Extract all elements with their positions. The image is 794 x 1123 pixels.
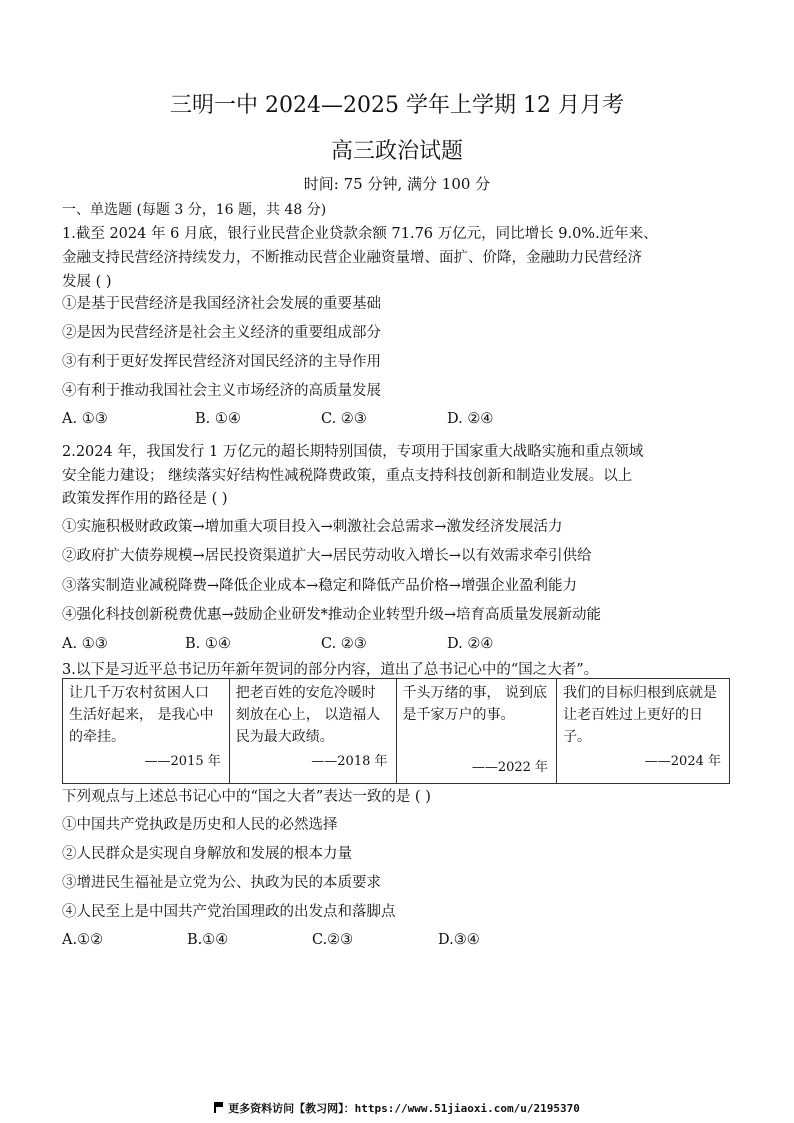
quote-text: 把老百姓的安危冷暖时刻放在心上， 以造福人民为最大政绩。	[235, 685, 381, 745]
section-heading: 一、单选题 (每题 3 分，16 题，共 48 分)	[62, 202, 327, 218]
q1-item: ④有利于推动我国社会主义市场经济的高质量发展	[62, 383, 381, 399]
q2-line: 2.2024 年，我国发行 1 万亿元的超长期特别国债，专项用于国家重大战略实施和重点领域	[62, 444, 644, 460]
quote-cell	[63, 679, 230, 784]
q1-line: 发展 ( )	[62, 274, 112, 290]
q1-item: ①是基于民营经济是我国经济社会发展的重要基础	[62, 296, 381, 312]
q1-option-d[interactable]: D. ②④	[447, 411, 494, 427]
q1-option-b[interactable]: B. ①④	[195, 411, 241, 427]
q3-prompt: 下列观点与上述总书记心中的“国之大者”表达一致的是 ( )	[62, 789, 431, 805]
quote-cell	[396, 679, 557, 784]
q1-item: ③有利于更好发挥民营经济对国民经济的主导作用	[62, 354, 381, 370]
exam-title: 三明一中 2024—2025 学年上学期 12 月月考	[170, 93, 624, 118]
q3-option-a[interactable]: A.①②	[62, 932, 104, 948]
flag-icon	[214, 1102, 224, 1112]
q3-intro: 3.以下是习近平总书记历年新年贺词的部分内容，道出了总书记心中的“国之大者”。	[62, 662, 599, 678]
quotes-table	[62, 678, 730, 784]
q2-line: 安全能力建设； 继续落实好结构性减税降费政策，重点支持科技创新和制造业发展。以上	[62, 468, 633, 484]
q2-option-d[interactable]: D. ②④	[447, 636, 494, 652]
quote-year: ——2015 年	[144, 754, 221, 769]
q2-line: 政策发挥作用的路径是 ( )	[62, 491, 228, 507]
quote-cell	[229, 679, 396, 784]
q2-item: ③落实制造业减税降费→降低企业成本→稳定和降低产品价格→增强企业盈利能力	[62, 578, 577, 594]
quote-text: 我们的目标归根到底就是让老百姓过上更好的日子。	[563, 685, 718, 745]
quote-year: ——2018 年	[311, 754, 388, 769]
q3-item: ①中国共产党执政是历史和人民的必然选择	[62, 817, 338, 833]
q2-option-a[interactable]: A. ①③	[62, 636, 108, 652]
q2-item: ①实施积极财政政策→增加重大项目投入→刺激社会总需求→激发经济发展活力	[62, 519, 563, 535]
footer-text: 更多资料访问【教习网】：https://www.51jiaoxi.com/u/2195370	[228, 1102, 580, 1115]
q1-option-a[interactable]: A. ①③	[62, 411, 108, 427]
q2-option-c[interactable]: C. ②③	[321, 636, 367, 652]
q2-item: ④强化科技创新税费优惠→鼓励企业研发*推动企业转型升级→培育高质量发展新动能	[62, 607, 602, 623]
quote-cell	[557, 679, 730, 784]
q3-item: ②人民群众是实现自身解放和发展的根本力量	[62, 846, 352, 862]
exam-subtitle: 高三政治试题	[330, 139, 463, 164]
quote-year: ——2022 年	[471, 760, 549, 775]
q3-option-b[interactable]: B.①④	[187, 932, 229, 948]
quote-text: 让几千万农村贫困人口生活好起来， 是我心中的牵挂。	[69, 685, 214, 745]
q1-line: 金融支持民营经济持续发力，不断推动民营企业融资量增、面扩、价降，金融助力民营经济	[62, 250, 642, 266]
q3-item: ④人民至上是中国共产党治国理政的出发点和落脚点	[62, 904, 396, 920]
q1-option-c[interactable]: C. ②③	[321, 411, 367, 427]
q1-item: ②是因为民营经济是社会主义经济的重要组成部分	[62, 325, 381, 341]
exam-info: 时间: 75 分钟, 满分 100 分	[303, 175, 491, 193]
q3-item: ③增进民生福祉是立党为公、执政为民的本质要求	[62, 875, 381, 891]
q2-item: ②政府扩大债券规模→居民投资渠道扩大→居民劳动收入增长→以有效需求牵引供给	[62, 548, 592, 564]
footer-link[interactable]	[0, 1100, 794, 1116]
q2-option-b[interactable]: B. ①④	[185, 636, 231, 652]
quote-text: 千头万绪的事， 说到底是千家万户的事。	[402, 685, 547, 723]
quote-year: ——2024 年	[644, 754, 721, 769]
q3-option-c[interactable]: C.②③	[312, 932, 354, 948]
q3-option-d[interactable]: D.③④	[438, 932, 480, 948]
q1-line: 1.截至 2024 年 6 月底，银行业民营企业贷款余额 71.76 万亿元，同比增长 9.0%.近年来、	[62, 226, 658, 242]
